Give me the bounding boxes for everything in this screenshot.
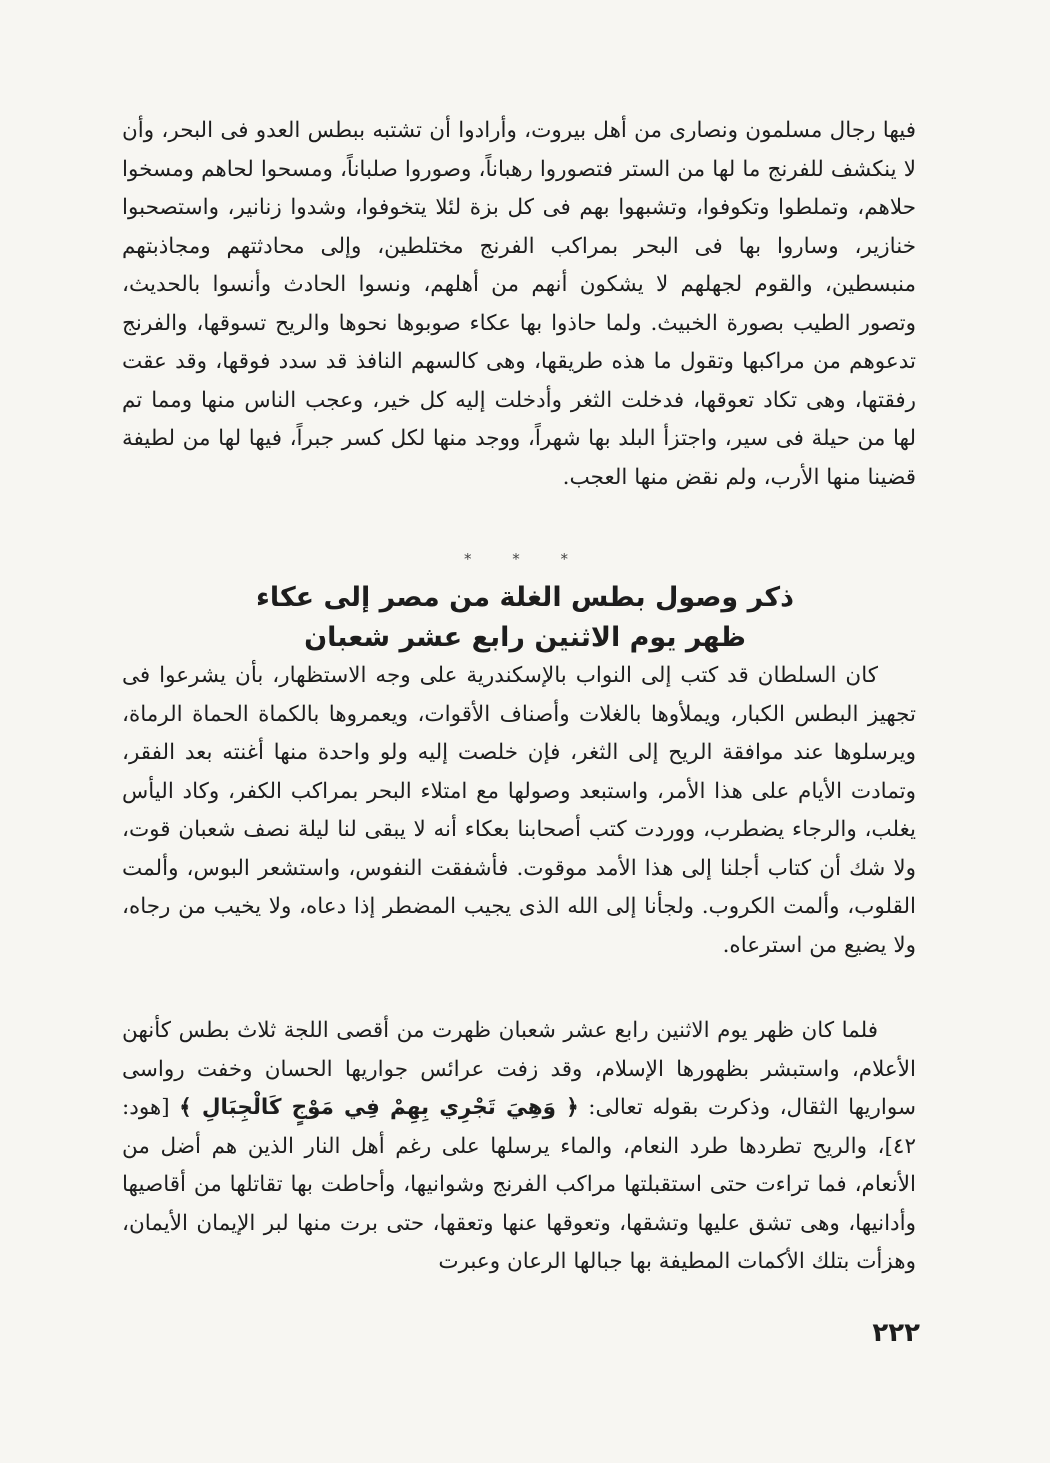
section-heading-line-1: ذكر وصول بطس الغلة من مصر إلى عكاء — [256, 582, 794, 613]
page-number: ٢٢٢ — [872, 1318, 920, 1348]
paragraph-2-text: كان السلطان قد كتب إلى النواب بالإسكندرية على وجه الاستظهار، بأن يشرعوا فى تجهيز البطس الكبار، ويملأوها بالغلات وأصناف الأقوات، ويعمروها بالكماة الحماة الرماة، ويرسلوها عند موافقة الريح إلى الثغر، فإن خلصت إليه ولو واحدة منها أغنته بعد الفقر، وتمادت الأيام على هذا الأمر، واستبعد وصولها مع امتلاء البحر بمراكب الكفر، وكاد اليأس يغلب، والرجاء يضطرب، ووردت كتب أصحابنا بعكاء أنه لا يبقى لنا ليلة نصف شعبان قوت، ولا شك أن كتاب أجلنا إلى هذا الأمد موقوت. فأشفقت النفوس، واستشعر البوس، وألمت القلوب، وألمت الكروب. ولجأنا إلى الله الذى يجيب المضطر إذا دعاه، ولا يخيب من رجاه، ولا يضيع من استرعاه. — [122, 663, 916, 958]
paragraph-1 — [122, 112, 916, 497]
quran-verse: ﴿ وَهِيَ تَجْرِي بِهِمْ فِي مَوْجٍ كَالْجِبَالِ ﴾ — [179, 1095, 579, 1120]
paragraph-3-text — [122, 1012, 916, 1282]
paragraph-1-text: فيها رجال مسلمون ونصارى من أهل بيروت، وأرادوا أن تشتبه ببطس العدو فى البحر، وأن لا ينكشف للفرنج ما لها من الستر فتصوروا رهباناً، وصوروا صلباناً، ومسحوا لحاهم ومسخوا حلاهم، وتملطوا وتكوفوا، وتشبهوا بهم فى كل بزة لئلا يتخوفوا، وشدوا زنانير، واستصحبوا خنازير، وساروا بها فى البحر بمراكب الفرنج مختلطين، وإلى محادثتهم ومجاذبتهم منبسطين، والقوم لجهلهم لا يشكون أنهم من أهلهم، ونسوا الحادث وأنسوا بالحديث، وتصور الطيب بصورة الخبيث. ولما حاذوا بها عكاء صوبوها نحوها والريح تسوقها، والفرنج تدعوهم من مراكبها وتقول ما هذه طريقها، وهى كالسهم النافذ قد سدد فوقها، وقد عقت رفقتها، وهى تكاد تعوقها، فدخلت الثغر وأدخلت إليه كل خير، وعجب الناس منها ومما تم لها من حيلة فى سير، واجتزأ البلد بها شهراً، ووجد منها لكل كسر جبراً، فيها لها من لطيفة قضينا منها الأرب، ولم نقض منها العجب. — [122, 118, 916, 490]
paragraph-3-after-verse: [هود: ٤٢]، والريح تطردها طرد النعام، والماء يرسلها على رغم أهل النار الذين هم أضل من الأنعام، فما تراءت حتى استقبلتها مراكب الفرنج وشوانيها، وأحاطت بها تقاتلها من أقاصيها وأدانيها، وهى تشق عليها وتشقها، وتعوقها عنها وتعقها، حتى برت منها لبر الإيمان الأيمان، وهزأت بتلك الأكمات المطيفة بها جبالها الرعان وعبرت — [122, 1095, 916, 1274]
section-separator: * * * — [463, 550, 587, 568]
paragraph-2 — [122, 657, 916, 965]
paragraph-3 — [122, 1012, 916, 1282]
paragraph-3-before-verse: فلما كان ظهر يوم الاثنين رابع عشر شعبان ظهرت من أقصى اللجة ثلاث بطس كأنهن الأعلام، واستبشر بظهورها الإسلام، وقد زفت عرائس جواريها الحسان وخفت رواسى سواريها الثقال، وذكرت بقوله تعالى: — [122, 1018, 916, 1120]
section-heading-line-2: ظهر يوم الاثنين رابع عشر شعبان — [304, 622, 746, 653]
